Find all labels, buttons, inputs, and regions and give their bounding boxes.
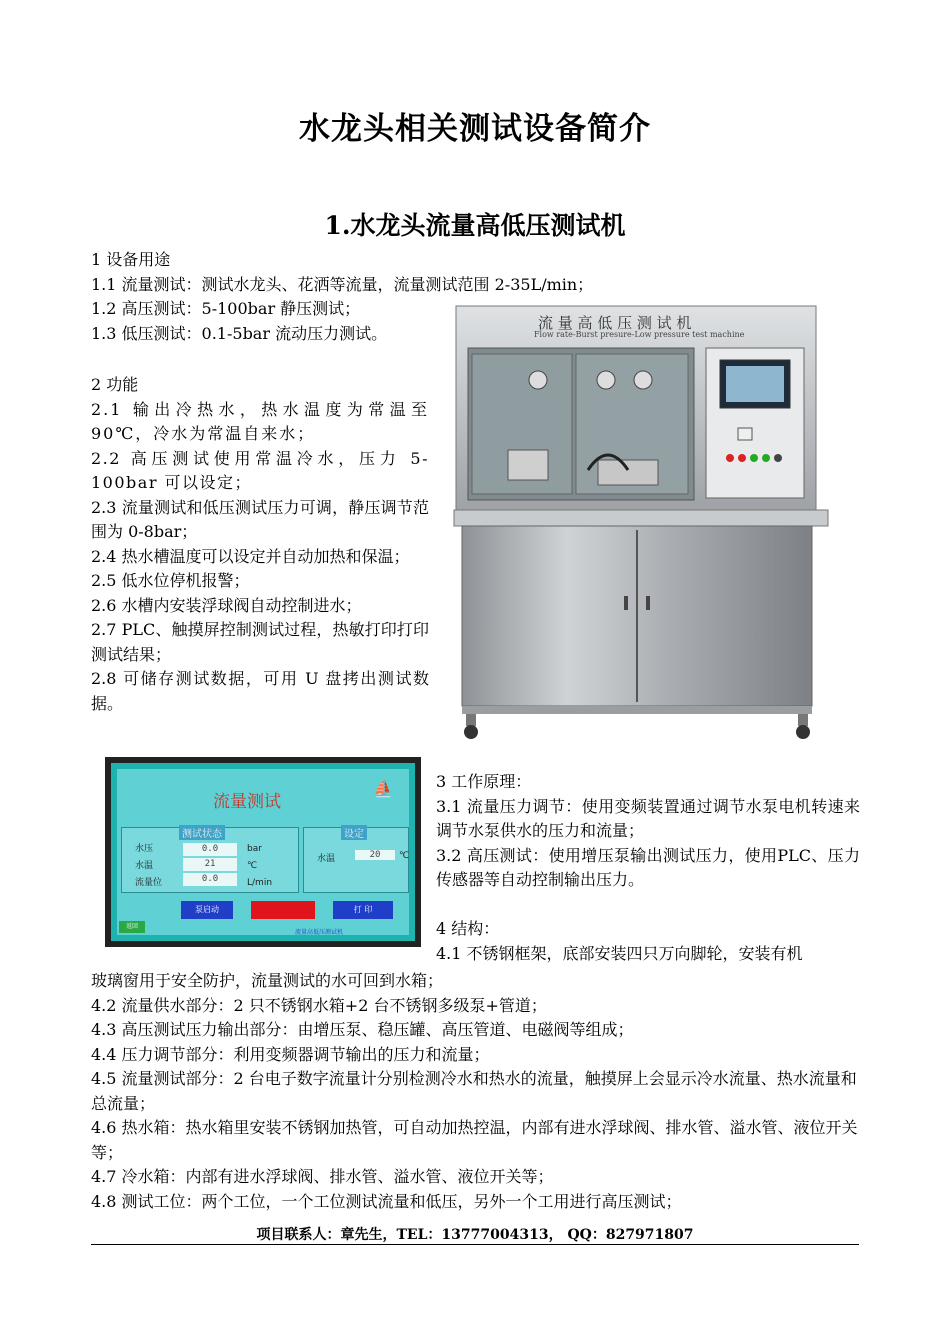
machine-label-cn: 流 量 高 低 压 测 试 机 — [538, 314, 692, 332]
structure-item: 4.6 热水箱：热水箱里安装不锈钢加热管，可自动加热控温，内部有进水浮球阀、排水管、溢水管、液位开关等； — [91, 1118, 858, 1162]
usage-item: 1.2 高压测试：5-100bar 静压测试； — [91, 299, 361, 318]
sailboat-icon: ⛵ — [373, 779, 393, 798]
usage-item: 1.1 流量测试：测试水龙头、花洒等流量，流量测试范围 2-35L/min； — [91, 274, 594, 294]
screen-row-value: 0.0 — [183, 843, 237, 856]
machine-photo — [448, 300, 836, 742]
page-title: 水龙头相关测试设备简介 — [299, 111, 651, 147]
set-label: 水温 — [317, 854, 336, 864]
setting-label: 设定 — [341, 825, 367, 840]
function-item: 2.8 可储存测试数据，可用 U 盘拷出测试数据。 — [91, 669, 429, 713]
screen-row-unit: ℃ — [247, 861, 258, 871]
principle-heading: 3 工作原理： — [436, 772, 532, 791]
structure-section — [91, 969, 859, 1214]
function-item: 2.4 热水槽温度可以设定并自动加热和保温； — [91, 546, 410, 566]
contact-footer: 项目联系人：章先生，TEL：13777004313， QQ：827971807 — [256, 1227, 694, 1243]
screen-row-unit: bar — [247, 844, 262, 854]
status-label: 测试状态 — [179, 825, 225, 840]
principle-item: 3.1 流量压力调节：使用变频装置通过调节水泵电机转速来调节水泵供水的压力和流量； — [436, 796, 860, 840]
set-value: 20 — [355, 850, 395, 860]
machine-label-en: Flow rate-Burst presure-Low pressure test machine — [534, 330, 745, 339]
function-item: 2.2 高压测试使用常温冷水，压力 5-100bar 可以设定； — [91, 448, 429, 492]
screen-row-label: 流量位 — [135, 878, 163, 888]
principle-item: 3.2 高压测试：使用增压泵输出测试压力，使用PLC、压力传感器等自动控制输出压力。 — [436, 845, 860, 889]
function-section — [91, 373, 429, 716]
section-title: 1.水龙头流量高低压测试机 — [324, 211, 626, 240]
screen-row-unit: L/min — [247, 878, 273, 888]
screen-row-value: 0.0 — [183, 873, 237, 886]
function-heading: 2 功能 — [91, 375, 139, 394]
screen-row-label: 水温 — [135, 861, 154, 871]
structure-item: 4.4 压力调节部分：利用变频器调节输出的压力和流量； — [91, 1044, 490, 1064]
red-button — [251, 901, 315, 919]
screen-caption: 流量高低压测试机 — [295, 929, 344, 936]
structure-item: 4.2 流量供水部分：2 只不锈钢水箱+2 台不锈钢多级泵+管道； — [91, 995, 547, 1015]
structure-item: 4.3 高压测试压力输出部分：由增压泵、稳压罐、高压管道、电磁阀等组成； — [91, 1020, 634, 1039]
structure-item: 4.1 不锈钢框架，底部安装四只万向脚轮，安装有机 — [436, 943, 803, 963]
screen-row-label: 水压 — [135, 844, 154, 854]
touchscreen-photo — [105, 757, 421, 947]
screen-row-value: 21 — [183, 858, 237, 871]
structure-heading: 4 结构： — [436, 919, 500, 938]
screen-title: 流量测试 — [213, 792, 281, 812]
pump-start-button: 泵启动 — [181, 901, 233, 919]
back-button: 返回 — [119, 921, 145, 933]
function-item: 2.1 输出冷热水，热水温度为常温至90℃，冷水为常温自来水； — [91, 399, 429, 443]
print-button: 打 印 — [333, 901, 393, 919]
usage-heading: 1 设备用途 — [91, 250, 171, 269]
structure-item: 4.8 测试工位：两个工位，一个工位测试流量和低压，另外一个工用进行高压测试； — [91, 1191, 682, 1211]
structure-item: 4.5 流量测试部分：2 台电子数字流量计分别检测冷水和热水的流量，触摸屏上会显示冷水流量、热水流量和总流量； — [91, 1069, 857, 1113]
function-item: 2.7 PLC、触摸屏控制测试过程，热敏打印打印测试结果； — [91, 620, 429, 664]
set-unit: ℃ — [399, 851, 410, 861]
function-item: 2.3 流量测试和低压测试压力可调，静压调节范围为 0-8bar； — [91, 497, 429, 541]
function-item: 2.6 水槽内安装浮球阀自动控制进水； — [91, 595, 362, 615]
footer-divider — [91, 1244, 859, 1245]
function-item: 2.5 低水位停机报警； — [91, 571, 250, 590]
principle-section — [436, 770, 860, 966]
structure-item: 4.7 冷水箱：内部有进水浮球阀、排水管、溢水管、液位开关等； — [91, 1167, 554, 1186]
structure-item: 玻璃窗用于安全防护，流量测试的水可回到水箱； — [91, 971, 444, 990]
usage-item: 1.3 低压测试：0.1-5bar 流动压力测试。 — [91, 323, 388, 343]
